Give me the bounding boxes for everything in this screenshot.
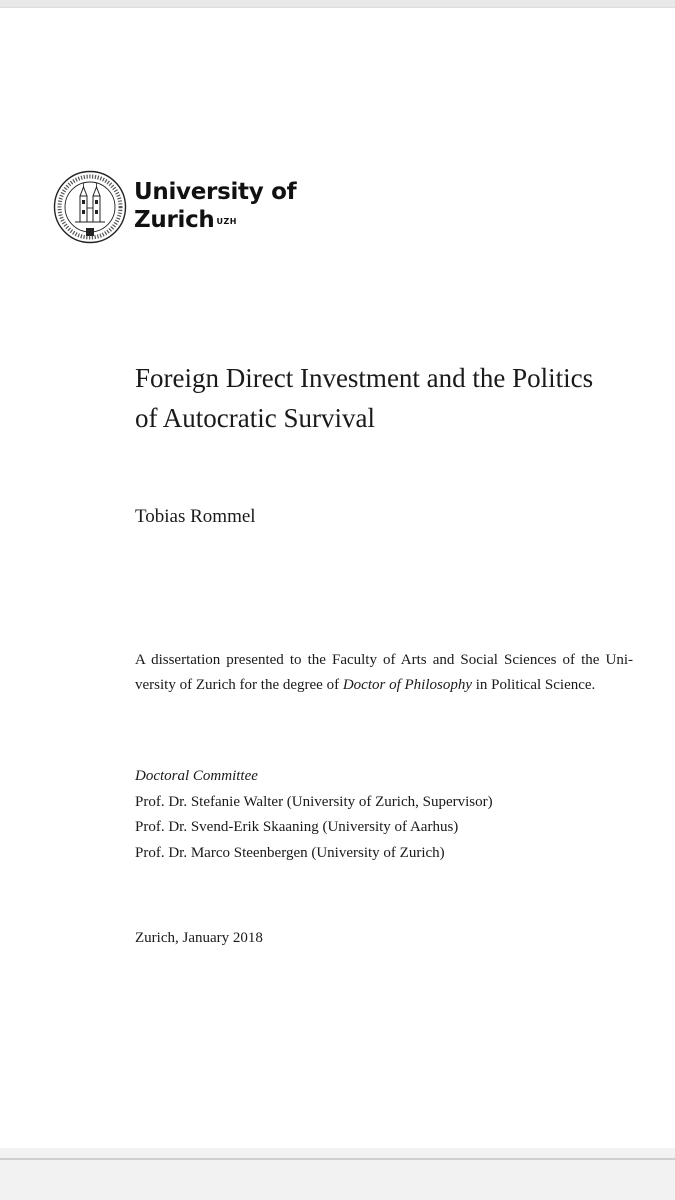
degree-name: Doctor of Philosophy xyxy=(342,677,472,693)
author-name: Tobias Rommel xyxy=(135,506,256,527)
dissertation-title xyxy=(135,358,655,438)
viewer-background xyxy=(0,1148,675,1200)
university-logo-text xyxy=(134,178,296,234)
page-separator xyxy=(0,1158,675,1160)
logo-line-2: Zurich $^{UZH}$ xyxy=(134,207,237,233)
university-seal-icon xyxy=(53,170,127,244)
document-page xyxy=(0,8,675,1148)
dissertation-statement: A dissertation presented to the Faculty of Arts and Social Sciences of the Uni- versity of Zurich for the degree of Doctor of Philosophy in Political Science. xyxy=(135,652,633,693)
committee-member: Prof. Dr. Stefanie Walter (University of Zurich, Supervisor) xyxy=(135,793,493,810)
logo-superscript: UZH xyxy=(216,217,237,226)
doctoral-committee xyxy=(135,764,493,866)
title-line-2: of Autocratic Survival xyxy=(135,403,375,433)
place-and-date: Zurich, January 2018 xyxy=(135,930,263,946)
committee-member: Prof. Dr. Svend-Erik Skaaning (University of Aarhus) xyxy=(135,819,459,835)
logo-line-1: University of xyxy=(134,179,297,205)
committee-member: Prof. Dr. Marco Steenbergen (University of Zurich) xyxy=(135,844,445,861)
title-line-1: Foreign Direct Investment and the Politics xyxy=(135,363,594,393)
committee-heading: Doctoral Committee xyxy=(135,768,258,784)
